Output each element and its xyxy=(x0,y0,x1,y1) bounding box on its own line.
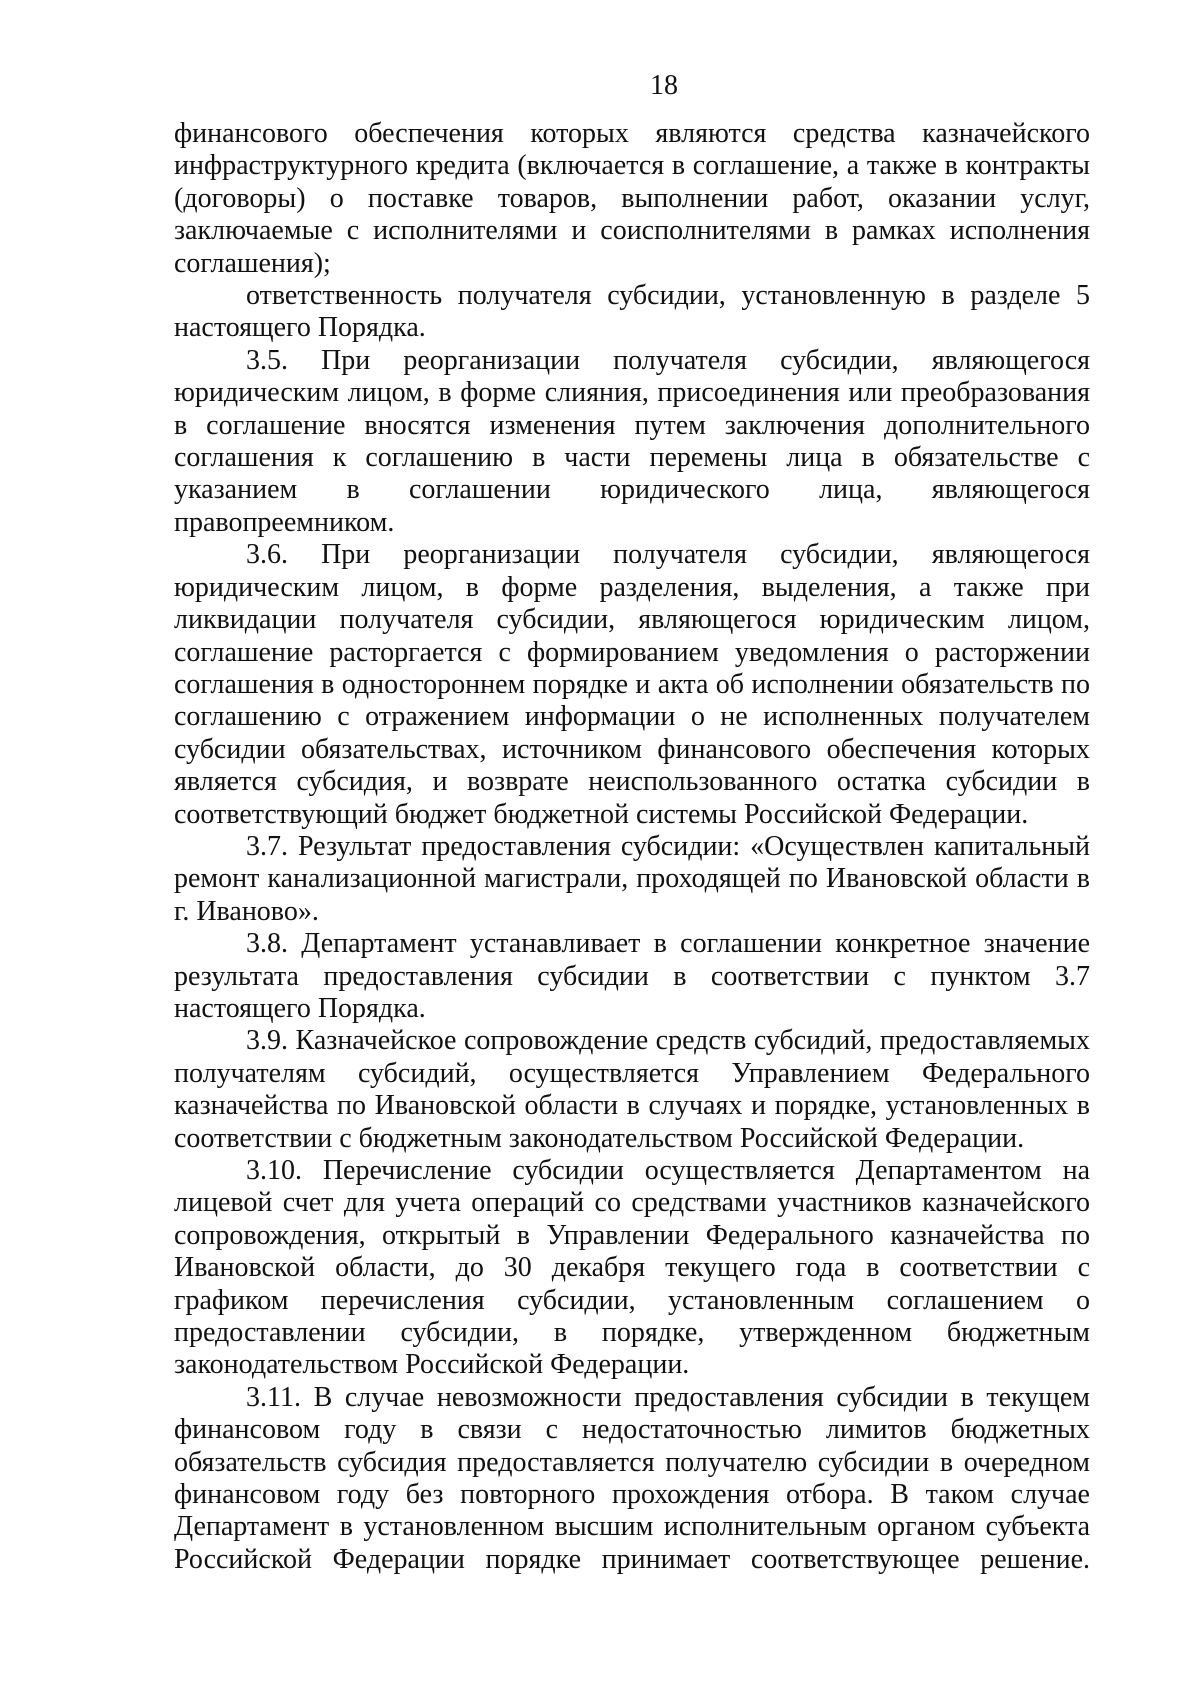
paragraph-responsibility: ответственность получателя субсидии, установленную в разделе 5 настоящего Порядка. xyxy=(174,280,1090,344)
paragraph-3-5: 3.5. При реорганизации получателя субсидии, являющегося юридическим лицом, в форме слияния, присоединения или преобразования в соглашение вносятся изменения путем заключения дополнительного соглашения к соглашению в части перемены лица в обязательстве с указанием в соглашении юридического лица, являющегося правопреемником. xyxy=(174,344,1090,538)
paragraph-3-9: 3.9. Казначейское сопровождение средств субсидий, предоставляемых получателям субсидий, осуществляется Управлением Федерального казначейства по Ивановской области в случаях и порядке, установленных в соответствии с бюджетным законодательством Российской Федерации. xyxy=(174,1025,1090,1154)
paragraph-3-8: 3.8. Департамент устанавливает в соглашении конкретное значение результата предоставления субсидии в соответствии с пунктом 3.7 настоящего Порядка. xyxy=(174,928,1090,1024)
paragraph-3-10: 3.10. Перечисление субсидии осуществляется Департаментом на лицевой счет для учета операций со средствами участников казначейского сопровождения, открытый в Управлении Федерального казначейства по Ивановской области, до 30 декабря текущего года в соответствии с графиком перечисления субсидии, установленным соглашением о предоставлении субсидии, в порядке, утвержденном бюджетным законодательством Российской Федерации. xyxy=(174,1155,1090,1381)
paragraph-3-7: 3.7. Результат предоставления субсидии: «Осуществлен капитальный ремонт канализационной магистрали, проходящей по Ивановской области в г. Иваново». xyxy=(174,830,1090,927)
paragraph-financing-sources: финансового обеспечения которых являются средства казначейского инфраструктурного кредита (включается в соглашение, а также в контракты (договоры) о поставке товаров, выполнении работ, оказании услуг, заключаемые с исполнителями и соисполнителями в рамках исполнения соглашения); xyxy=(174,118,1090,279)
page-number: 18 xyxy=(650,70,678,101)
paragraph-3-11: 3.11. В случае невозможности предоставления субсидии в текущем финансовом году в связи с недостаточностью лимитов бюджетных обязательств субсидия предоставляется получателю субсидии в очередном финансовом году без повторного прохождения отбора. В таком случае Департамент в установленном высшим исполнительным органом субъекта Российской Федерации порядке принимает соответствующее решение. xyxy=(174,1381,1090,1575)
paragraph-3-6: 3.6. При реорганизации получателя субсидии, являющегося юридическим лицом, в форме разделения, выделения, а также при ликвидации получателя субсидии, являющегося юридическим лицом, соглашение расторгается с формированием уведомления о расторжении соглашения в одностороннем порядке и акта об исполнении обязательств по соглашению с отражением информации о не исполненных получателем субсидии обязательствах, источником финансового обеспечения которых является субсидия, и возврате неиспользованного остатка субсидии в соответствующий бюджет бюджетной системы Российской Федерации. xyxy=(174,539,1090,830)
